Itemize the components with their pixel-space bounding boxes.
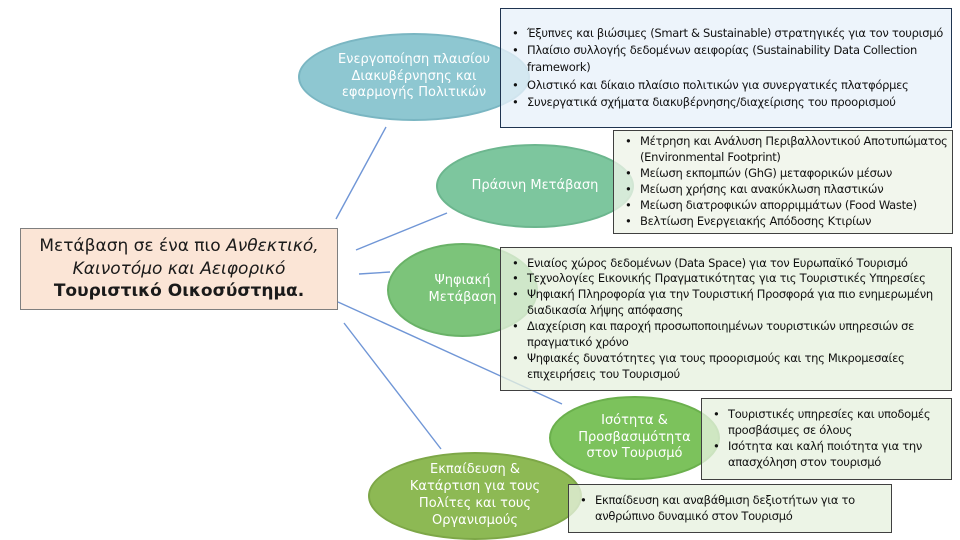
bullet-list bbox=[706, 407, 947, 470]
bullet-item: • Βελτίωση Ενεργειακής Απόδοσης Κτιρίων bbox=[618, 214, 948, 230]
bullet-item: • Τουριστικές υπηρεσίες και υποδομές προσβάσιμες σε όλους bbox=[706, 407, 947, 439]
bullet-item: • Διαχείριση και παροχή προσωποποιημένων τουριστικών υπηρεσιών σε πραγματικό χρόνο bbox=[505, 319, 947, 351]
node-label: Ενεργοποίηση πλαισίου Διακυβέρνησης και εφαρμογής Πολιτικών bbox=[337, 51, 491, 101]
bullet-item: • Μείωση χρήσης και ανακύκλωση πλαστικών bbox=[618, 182, 948, 198]
node-label: Πράσινη Μετάβαση bbox=[471, 177, 599, 193]
bullet-item: • Τεχνολογίες Εικονικής Πραγματικότητας για τις Τουριστικές Υπηρεσίες bbox=[505, 271, 947, 287]
node-green-transition bbox=[436, 144, 634, 228]
connector-line-governance bbox=[336, 127, 386, 219]
bullet-item: • Μείωση εκπομπών (GhG) μεταφορικών μέσων bbox=[618, 166, 948, 182]
details-education-training bbox=[568, 484, 892, 533]
node-label: Ψηφιακή Μετάβαση bbox=[428, 273, 497, 305]
details-digital-transition bbox=[500, 247, 952, 391]
bullet-item: • Ψηφιακές δυνατότητες για τους προορισμούς και της Μικρομεσαίες επιχειρήσεις του Τουρισμού bbox=[505, 351, 947, 383]
details-governance bbox=[500, 8, 952, 128]
node-governance bbox=[298, 33, 530, 121]
connector-line-green-transition bbox=[356, 213, 447, 250]
bullet-item: • Έξυπνες και βιώσιμες (Smart & Sustainable) στρατηγικές για τον τουρισμό bbox=[505, 25, 947, 42]
bullet-item: • Εκπαίδευση και αναβάθμιση δεξιοτήτων για το ανθρώπινο δυναμικό στον Τουρισμό bbox=[573, 493, 887, 525]
node-equity-accessibility bbox=[549, 396, 720, 480]
central-thesis-text: Μετάβαση σε ένα πιο Ανθεκτικό, Καινοτόμο και Αειφορικό Τουριστικό Οικοσύστημα. bbox=[39, 236, 319, 302]
bullet-list bbox=[573, 493, 887, 525]
bullet-item: • Ψηφιακή Πληροφορία για την Τουριστική Προσφορά για πιο ενημερωμένη διαδικασία λήψης απόφασης bbox=[505, 287, 947, 319]
bullet-item: • Ολιστικό και δίκαιο πλαίσιο πολιτικών για συνεργατικές πλατφόρμες bbox=[505, 77, 947, 94]
bullet-item: • Μέτρηση και Ανάλυση Περιβαλλοντικού Αποτυπώματος (Environmental Footprint) bbox=[618, 134, 948, 166]
connector-line-digital-transition bbox=[359, 272, 390, 274]
node-label: Εκπαίδευση & Κατάρτιση για τους Πολίτες και τους Οργανισμούς bbox=[409, 462, 541, 528]
bullet-item: • Ενιαίος χώρος δεδομένων (Data Space) για τον Ευρωπαϊκό Τουρισμό bbox=[505, 256, 947, 272]
bullet-list bbox=[505, 25, 947, 111]
node-education-training bbox=[368, 452, 582, 540]
details-green-transition bbox=[613, 130, 953, 234]
bullet-item: • Μείωση διατροφικών απορριμμάτων (Food Waste) bbox=[618, 198, 948, 214]
bullet-item: • Ισότητα και καλή ποιότητα για την απασχόληση στον τουρισμό bbox=[706, 439, 947, 471]
node-label: Ισότητα & Προσβασιμότητα στον Τουρισμό bbox=[578, 412, 691, 462]
bullet-item: • Πλαίσιο συλλογής δεδομένων αειφορίας (Sustainability Data Collection framework) bbox=[505, 42, 947, 77]
central-thesis-box bbox=[20, 228, 338, 310]
bullet-list bbox=[618, 134, 948, 229]
bullet-list bbox=[505, 256, 947, 383]
bullet-item: • Συνεργατικά σχήματα διακυβέρνησης/διαχείρισης του προορισμού bbox=[505, 94, 947, 111]
details-equity-accessibility bbox=[701, 398, 952, 480]
